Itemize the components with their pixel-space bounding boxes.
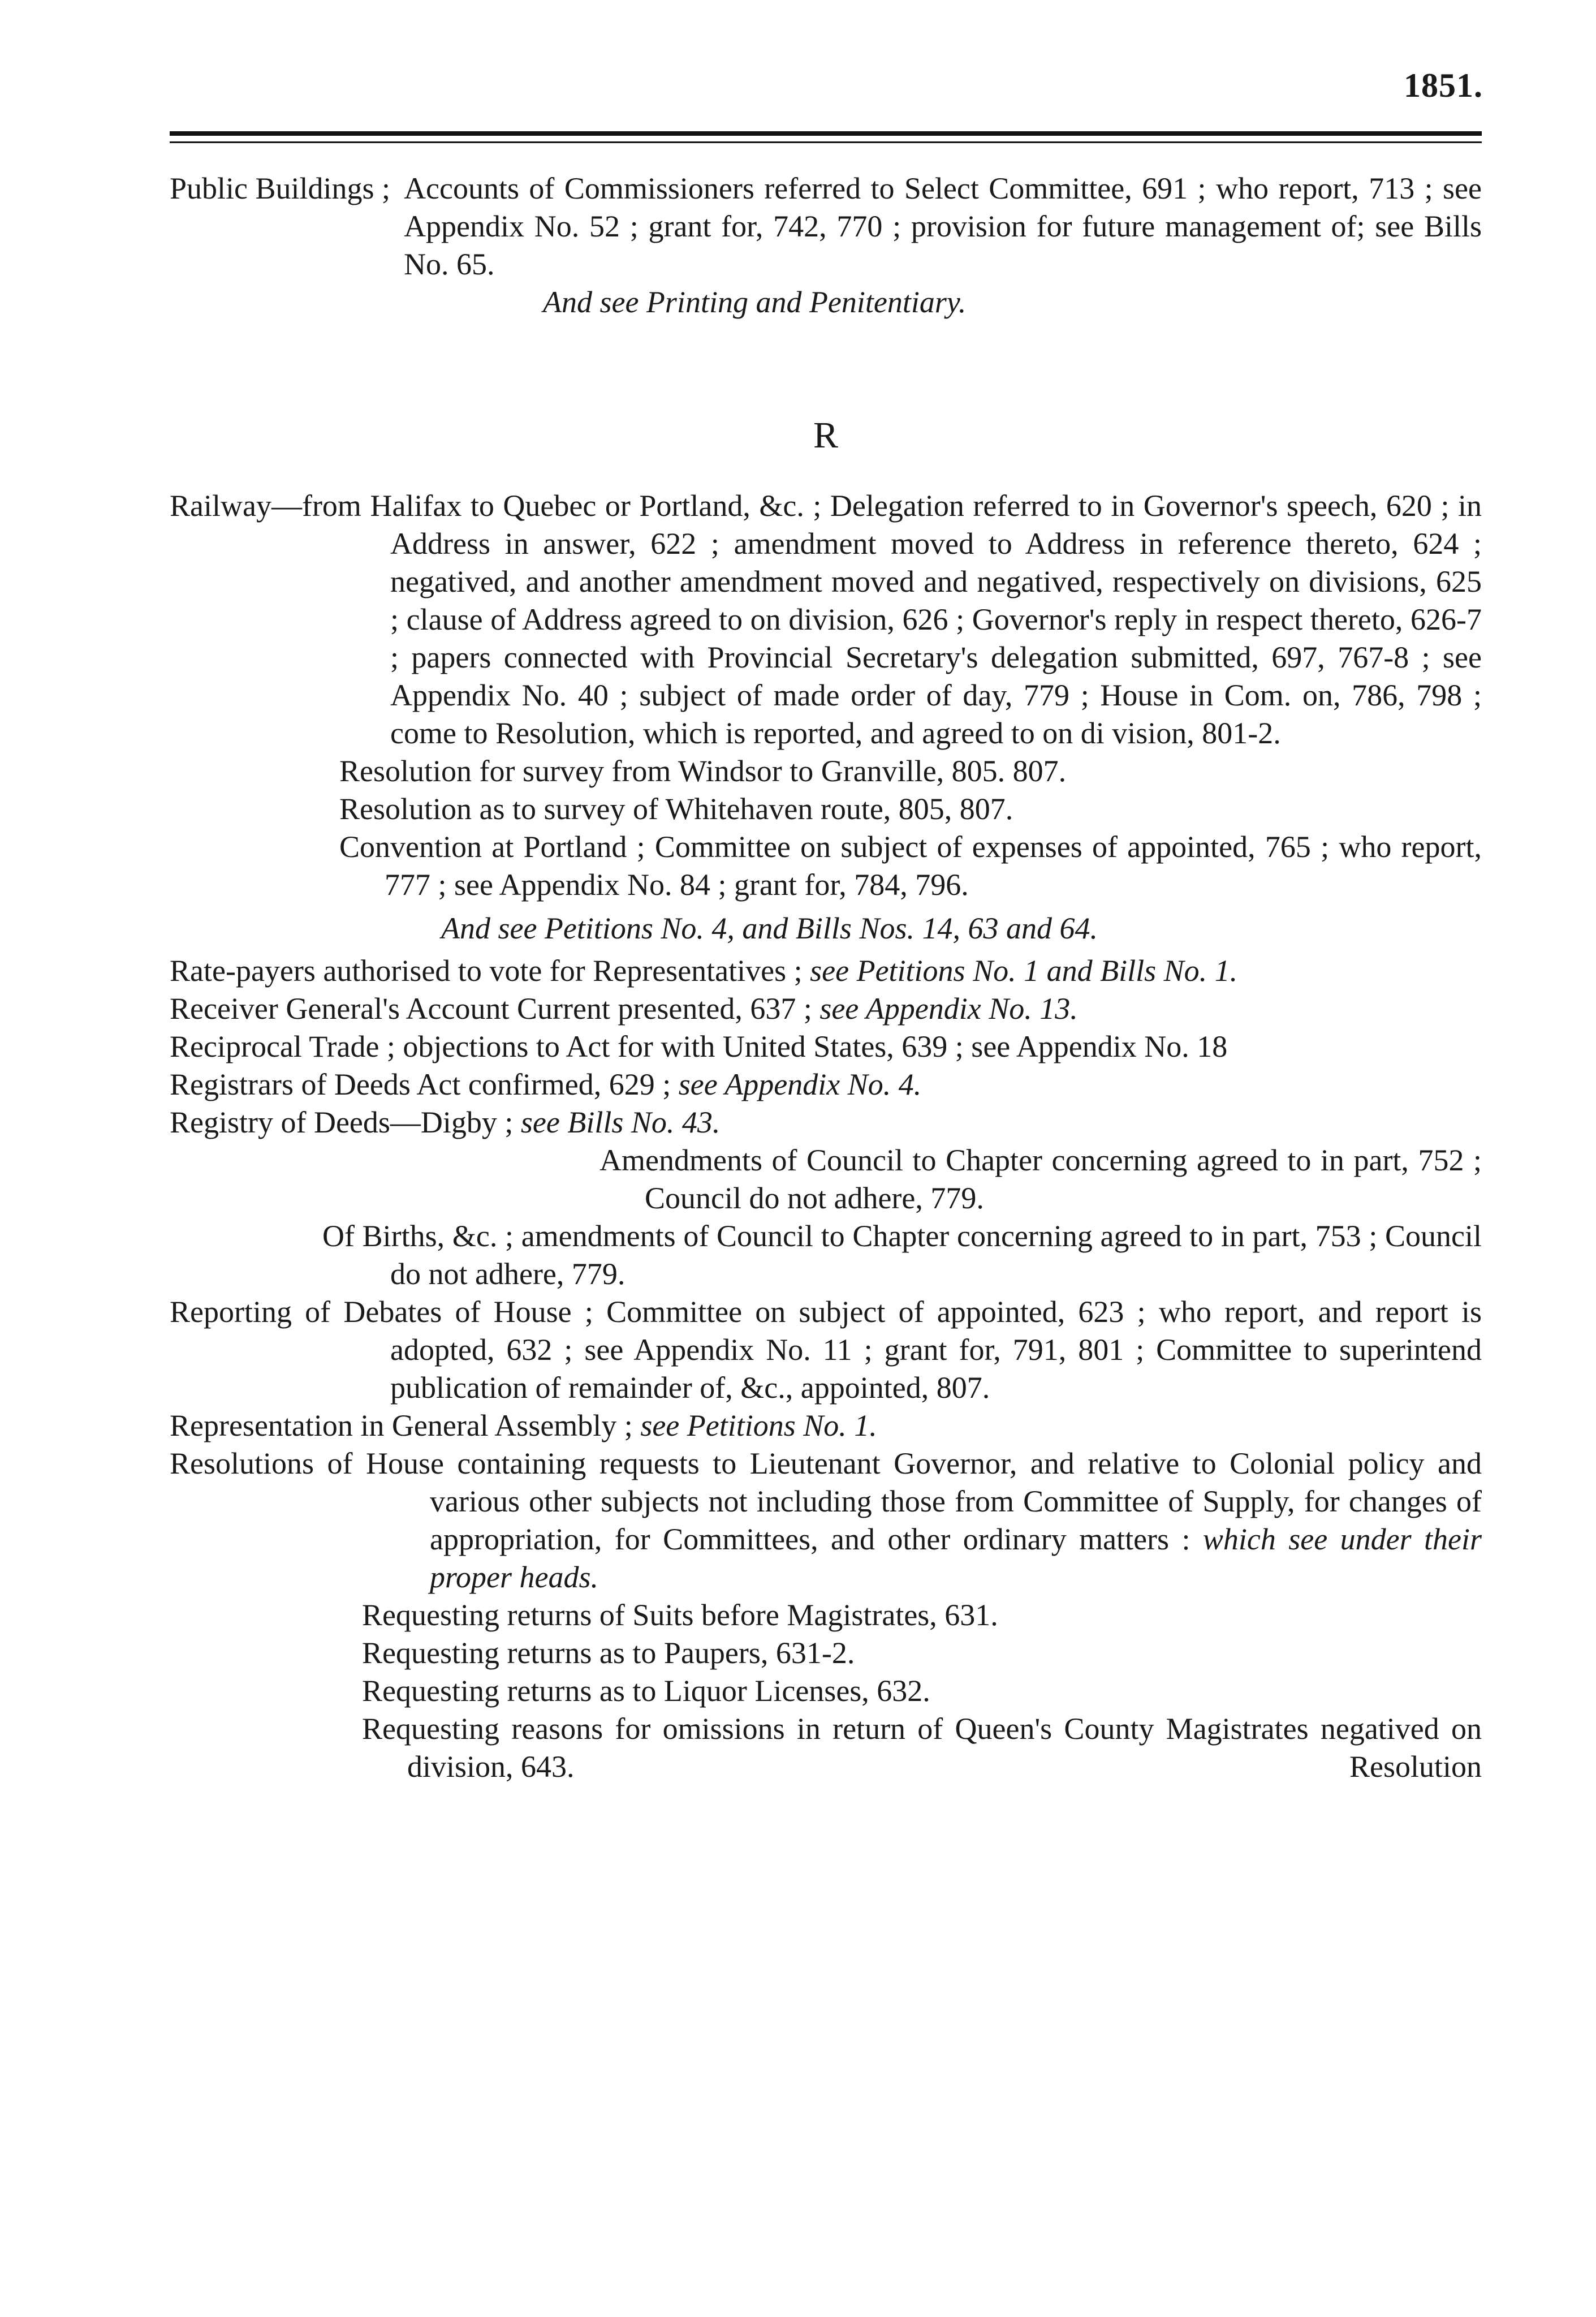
- railway-sub-2: Resolution as to survey of Whitehaven route, 805, 807.: [339, 792, 1013, 826]
- railway-sub-3: Convention at Portland ; Committee on subject of expenses of appointed, 765 ; who report, 777 ; see Appendix No. 84 ; grant for, 784, 796.: [339, 830, 1482, 902]
- entry-head: Reciprocal Trade ;: [170, 1030, 395, 1063]
- resolutions-sub-2: Requesting returns as to Paupers, 631-2.: [362, 1636, 855, 1670]
- entry-reciprocal-trade: [170, 1028, 1482, 1066]
- railway-see-also: And see Petitions No. 4, and Bills Nos. 14, 63 and 64.: [441, 911, 1098, 945]
- entry-representation: [170, 1407, 1482, 1445]
- entry-registrars: [170, 1066, 1482, 1104]
- entry-text: Committee on subject of appointed, 623 ; who report, and report is adopted, 632 ; see Appendix No. 11 ; grant for, 791, 801 ; Committee to superintend publication of remainder of, &c., appointed, 807.: [390, 1295, 1482, 1405]
- entry-text: Accounts of Commissioners referred to Select Committee, 691 ; who report, 713 ; see Appendix No. 52 ; grant for, 742, 770 ; provision for future management of; see Bills No. 65.: [404, 171, 1482, 281]
- entry-head: Railway—from Halifax to Quebec or Portland, &c. ;: [170, 489, 822, 523]
- railway-sub-1: Resolution for survey from Windsor to Granville, 805. 807.: [339, 754, 1067, 788]
- resolutions-sub-4: [170, 1710, 1482, 1786]
- entry-rate-payers: [170, 952, 1482, 990]
- entry-reporting: [170, 1293, 1482, 1407]
- page-year: 1851.: [1404, 67, 1483, 104]
- entry-text: objections to Act for with United States, 639 ; see Appendix No. 18: [403, 1030, 1228, 1063]
- entry-head: Registrars of Deeds Act confirmed, 629 ;: [170, 1067, 671, 1101]
- sub-text: Requesting reasons for omissions in return of Queen's County Magistrates negatived on division, 643.: [362, 1712, 1482, 1784]
- index-content: [170, 170, 1482, 1786]
- entry-head: Receiver General's Account Current presented, 637 ;: [170, 992, 812, 1026]
- entry-text: see Appendix No. 4.: [678, 1067, 922, 1101]
- catchword: Resolution: [1349, 1750, 1482, 1784]
- resolutions-sub-1: Requesting returns of Suits before Magistrates, 631.: [362, 1598, 998, 1632]
- header-rule-thin: [170, 141, 1482, 143]
- registry-sub-1: Amendments of Council to Chapter concerning agreed to in part, 752 ; Council do not adhere, 779.: [599, 1143, 1482, 1215]
- entry-text: see Appendix No. 13.: [819, 992, 1078, 1026]
- entry-head: Rate-payers authorised to vote for Representatives ;: [170, 954, 803, 988]
- entry-text: containing requests to Lieutenant Governor, and relative to Colonial policy and various other subjects not including those from Committee of Supply, for changes of appropriation, for Committees, and other ordinary matters :: [430, 1446, 1482, 1556]
- entry-text: Delegation referred to in Governor's speech, 620 ; in Address in answer, 622 ; amendment moved to Address in reference thereto, 624 ; negatived, and another amendment moved and negatived, respectively on divisions, 625 ; clause of Address agreed to on division, 626 ; Governor's reply in respect thereto, 626-7 ; papers connected with Provincial Secretary's delegation submitted, 697, 767-8 ; see Appendix No. 40 ; subject of made order of day, 779 ; House in Com. on, 786, 798 ; come to Resolution, which is reported, and agreed to on di vision, 801-2.: [390, 489, 1482, 750]
- section-letter: R: [813, 415, 839, 456]
- entry-text: see Petitions No. 1.: [640, 1409, 877, 1442]
- entry-head: Resolutions of House: [170, 1446, 444, 1480]
- entry-public-buildings: [170, 170, 1482, 283]
- entry-text-italic: which see under their proper heads.: [430, 1522, 1482, 1594]
- entry-railway: [170, 487, 1482, 752]
- header-rule-thick: [170, 131, 1482, 136]
- entry-registry-of-deeds: [170, 1104, 1482, 1142]
- entry-head: Public Buildings ;: [170, 171, 391, 205]
- entry-see-also: And see Printing and Penitentiary.: [543, 285, 967, 319]
- entry-head: Registry of Deeds—Digby ;: [170, 1105, 514, 1139]
- entry-resolutions: [170, 1445, 1482, 1596]
- entry-text: see Bills No. 43.: [520, 1105, 721, 1139]
- entry-text: see Petitions No. 1 and Bills No. 1.: [810, 954, 1238, 988]
- entry-head: Reporting of Debates of House ;: [170, 1295, 593, 1329]
- entry-receiver-general: [170, 990, 1482, 1028]
- resolutions-sub-3: Requesting returns as to Liquor Licenses, 632.: [362, 1674, 930, 1708]
- registry-sub-2: Of Births, &c. ; amendments of Council to Chapter concerning agreed to in part, 753 ; Council do not adhere, 779.: [322, 1219, 1482, 1291]
- entry-head: Representation in General Assembly ;: [170, 1409, 633, 1442]
